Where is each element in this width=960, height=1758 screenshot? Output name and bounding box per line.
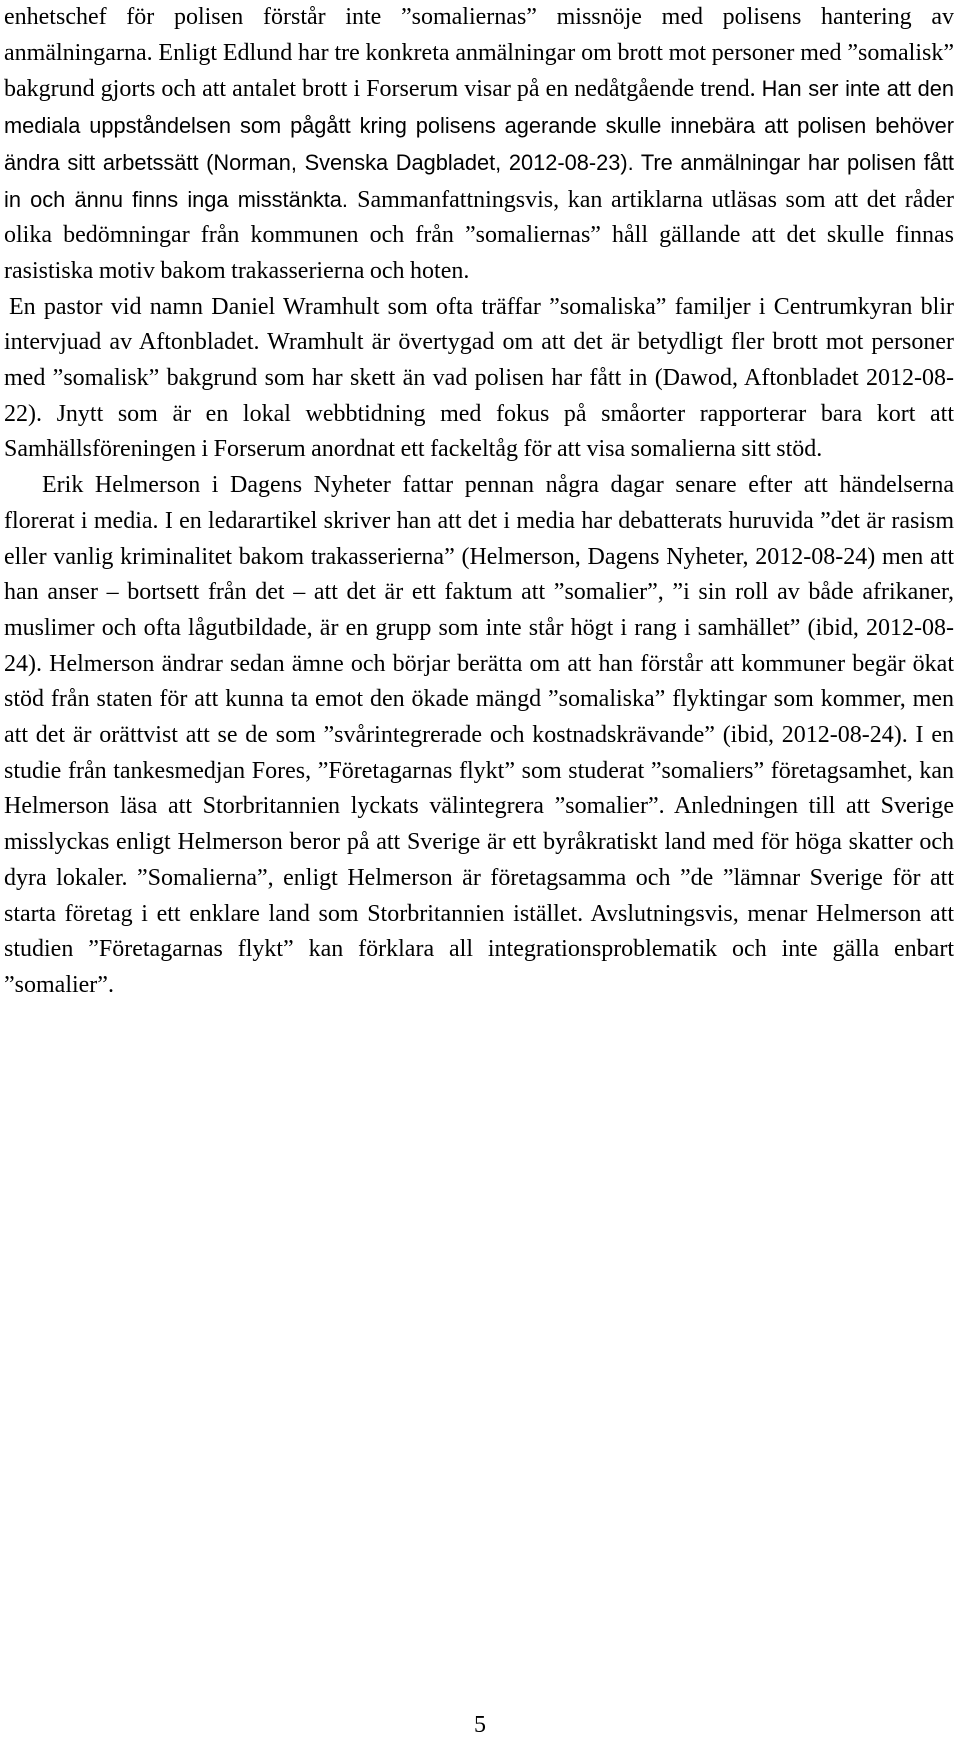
paragraph-3 <box>4 468 954 1004</box>
paragraph-1-text-sans: Han ser inte att den mediala uppståndelsen som pågått kring polisens agerande skulle innebära att polisen behöver ändra sitt arbetssätt (Norman, Svenska Dagbladet, 2012-08-23). Tre anmälningar har polisen fått in och ännu finns inga misstänkta. <box>4 76 954 212</box>
paragraph-1 <box>4 0 954 290</box>
page-number: 5 <box>474 1712 486 1738</box>
document-page <box>4 0 954 1004</box>
paragraph-1-text-serif: enhetschef för polisen förstår inte ”somaliernas” missnöje med polisens hantering av anmälningarna. Enligt Edlund har tre konkreta anmälningar om brott mot personer med ”somalisk” bakgrund gjorts och att antalet brott i Forserum visar på en nedåtgående trend. <box>4 4 954 103</box>
paragraph-3-text: Erik Helmerson i Dagens Nyheter fattar pennan några dagar senare efter att händelserna florerat i media. I en ledarartikel skriver han att det i media har debatterats huruvida ”det är rasism eller vanlig kriminalitet bakom trakasserierna” (Helmerson, Dagens Nyheter, 2012-08-24) men att han anser – bortsett från det – att det är ett faktum att ”somalier”, ”i sin roll av både afrikaner, muslimer och ofta lågutbildade, är en grupp som inte står högt i rang i samhället” (ibid, 2012-08-24). Helmerson ändrar sedan ämne och börjar berätta om att han förstår att kommuner begär ökat stöd från staten för att kunna ta emot den ökade mängd ”somaliska” flyktingar som kommer, men att det är orättvist att se de som ”svårintegrerade och kostnadskrävande” (ibid, 2012-08-24). I en studie från tankesmedjan Fores, ”Företagarnas flykt” som studerat ”somaliers” företagsamhet, kan Helmerson läsa att Storbritannien lyckats välintegrera ”somalier”. Anledningen till att Sverige misslyckas enligt Helmerson beror på att Sverige är ett byråkratiskt land med för höga skatter och dyra lokaler. ”Somalierna”, enligt Helmerson är företagsamma och ”de ”lämnar Sverige för att starta företag i ett enklare land som Storbritannien istället. Avslutningsvis, menar Helmerson att studien ”Företagarnas flykt” kan förklara all integrationsproblematik och inte gälla enbart ”somalier”. <box>4 472 954 998</box>
paragraph-2-text: En pastor vid namn Daniel Wramhult som ofta träffar ”somaliska” familjer i Centrumkyran blir intervjuad av Aftonbladet. Wramhult är övertygad om att det är betydligt fler brott mot personer med ”somalisk” bakgrund som har skett än vad polisen har fått in (Dawod, Aftonbladet 2012-08-22). Jnytt som är en lokal webbtidning med fokus på småorter rapporterar bara kort att Samhällsföreningen i Forserum anordnat ett fackeltåg för att visa somalierna sitt stöd. <box>4 293 954 463</box>
paragraph-1-text-serif-end: Sammanfattningsvis, kan artiklarna utläsas som att det råder olika bedömningar från kommunen och från ”somaliernas” håll gällande att det skulle finnas rasistiska motiv bakom trakasserierna och hoten. <box>4 186 954 284</box>
paragraph-2 <box>4 290 954 469</box>
